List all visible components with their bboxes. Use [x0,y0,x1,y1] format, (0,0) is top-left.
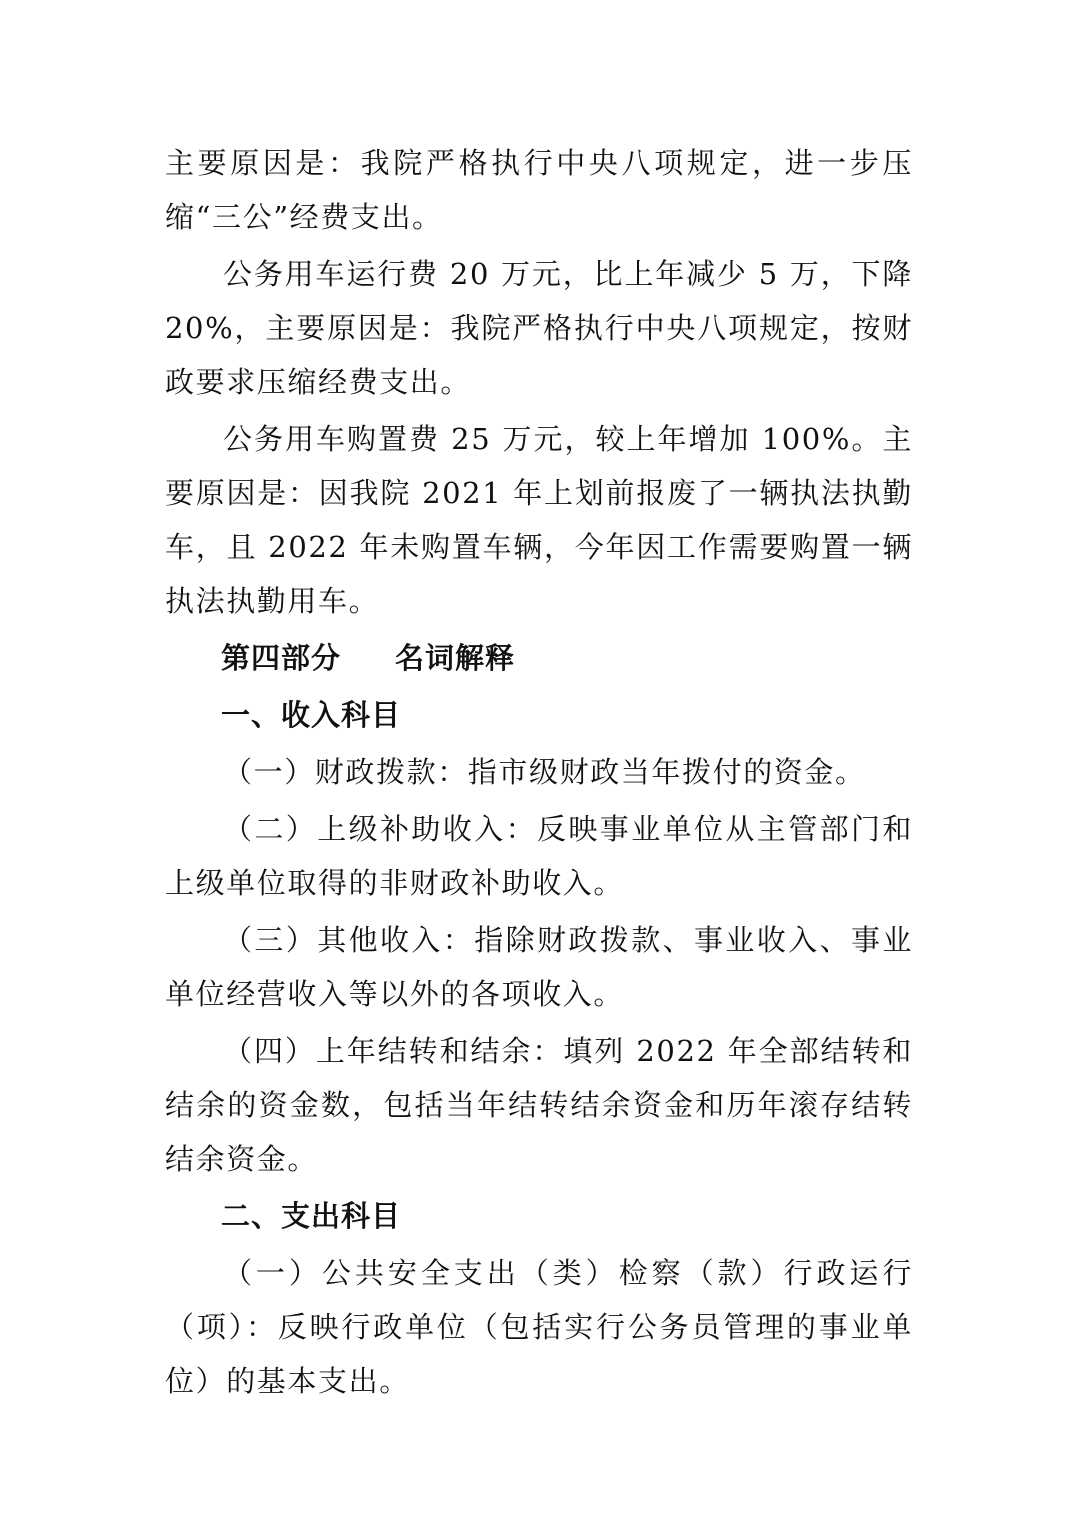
paragraph-vehicle-operation: 公务用车运行费 20 万元，比上年减少 5 万，下降 20%，主要原因是：我院严格执行中央八项规定，按财政要求压缩经费支出。 [165,257,913,399]
part-four-title: 名词解释 [395,641,516,675]
expense-item-public-security: （一）公共安全支出（类）检察（款）行政运行（项）：反映行政单位（包括实行公务员管理的事业单位）的基本支出。 [165,1256,913,1398]
income-item-other-income: （三）其他收入：指除财政拨款、事业收入、事业单位经营收入等以外的各项收入。 [165,923,913,1011]
part-four-heading [165,631,913,685]
expense-section-heading: 二、支出科目 [221,1199,402,1233]
income-item-superior-subsidy: （二）上级补助收入：反映事业单位从主管部门和上级单位取得的非财政补助收入。 [165,812,913,900]
income-section-heading: 一、收入科目 [221,698,402,732]
income-item-prior-year-carryover: （四）上年结转和结余：填列 2022 年全部结转和结余的资金数，包括当年结转结余资金和历年滚存结转结余资金。 [165,1034,913,1176]
part-four-label: 第四部分 [221,641,342,675]
paragraph-vehicle-purchase: 公务用车购置费 25 万元，较上年增加 100%。主要原因是：因我院 2021 年上划前报废了一辆执法执勤车，且 2022 年未购置车辆，今年因工作需要购置一辆执法执勤用车。 [165,422,913,618]
income-item-fiscal-appropriation: （一）财政拨款：指市级财政当年拨付的资金。 [223,755,866,789]
document-body [165,136,913,1411]
paragraph-three-public-reason: 主要原因是：我院严格执行中央八项规定，进一步压缩“三公”经费支出。 [165,146,913,234]
